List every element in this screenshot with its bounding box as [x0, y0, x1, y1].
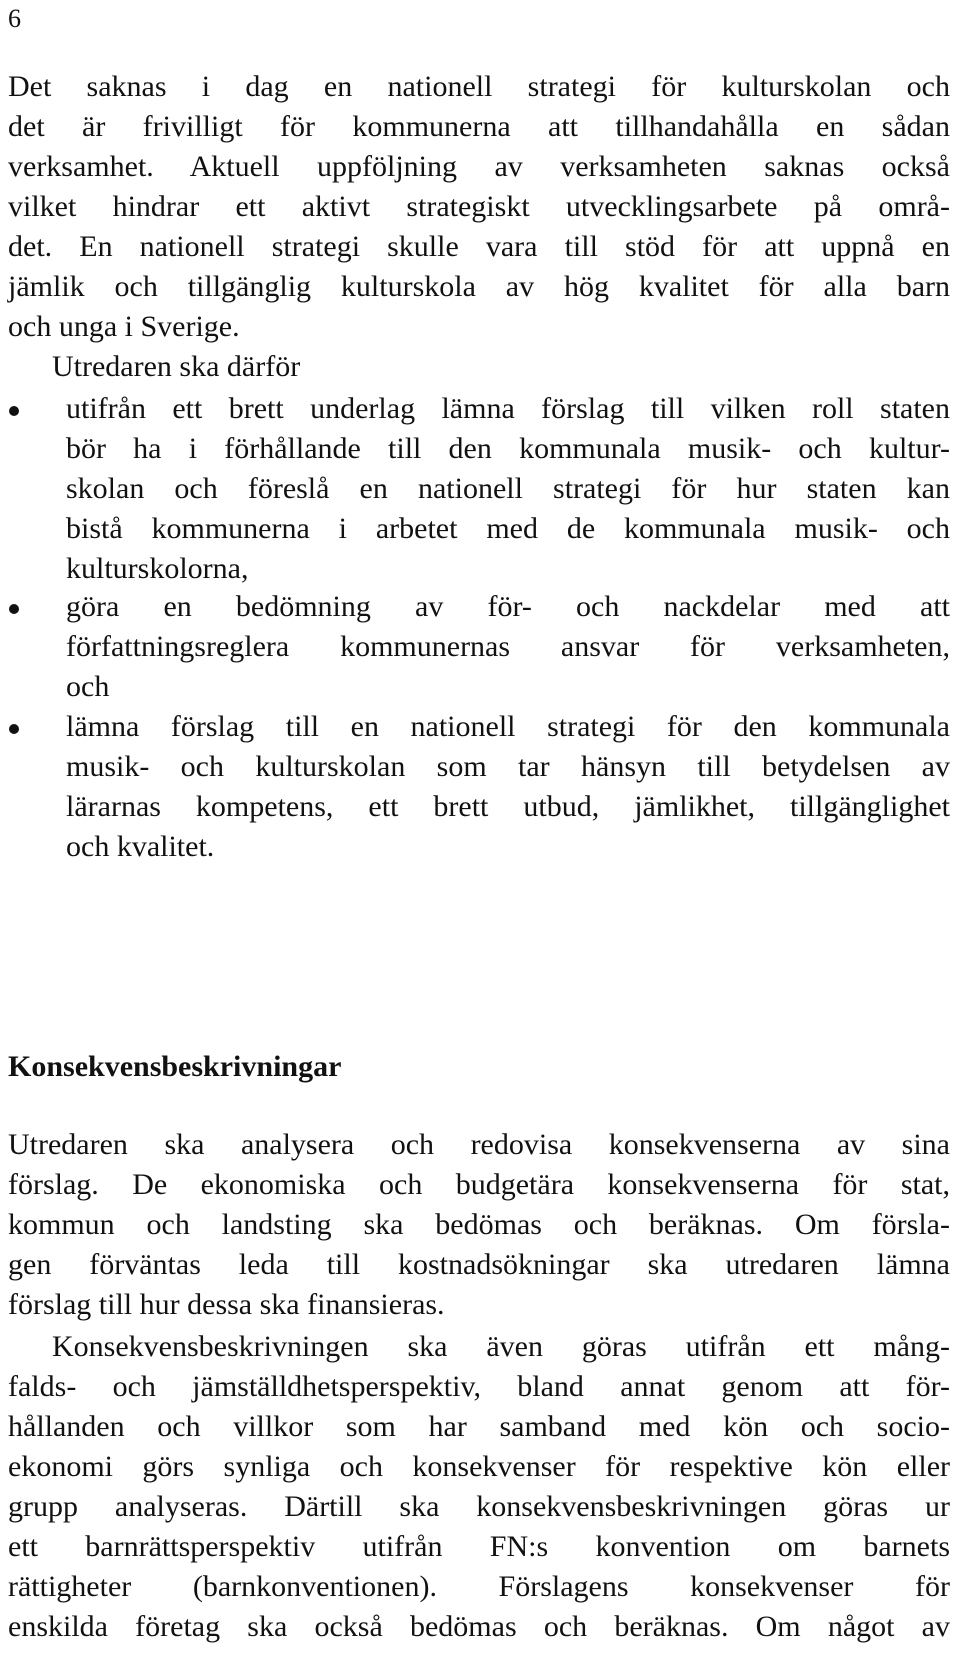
bullet-icon	[9, 604, 19, 614]
intro-line: det är frivilligt för kommunerna att tillhandahålla en sådan	[8, 110, 950, 143]
bullet-icon	[9, 406, 19, 416]
bullet-line: kulturskolorna,	[66, 552, 249, 585]
section-heading: Konsekvensbeskrivningar	[8, 1050, 342, 1083]
paragraph-line: förslag. De ekonomiska och budgetära konsekvenserna för stat,	[8, 1168, 950, 1201]
intro-line: och unga i Sverige.	[8, 310, 240, 343]
paragraph-line: hållanden och villkor som har samband med kön och socio-	[8, 1410, 950, 1443]
paragraph-line: grupp analyseras. Därtill ska konsekvensbeskrivningen göras ur	[8, 1490, 950, 1523]
bullet-line: musik- och kulturskolan som tar hänsyn till betydelsen av	[66, 750, 950, 783]
paragraph-line: ekonomi görs synliga och konsekvenser för respektive kön eller	[8, 1450, 950, 1483]
paragraph-line: Konsekvensbeskrivningen ska även göras utifrån ett mång-	[52, 1330, 950, 1363]
bullet-line: författningsreglera kommunernas ansvar för verksamheten,	[66, 630, 950, 663]
paragraph-line: förslag till hur dessa ska finansieras.	[8, 1288, 445, 1321]
lead-sentence: Utredaren ska därför	[52, 350, 301, 383]
paragraph-line: falds- och jämställdhetsperspektiv, bland annat genom att för-	[8, 1370, 950, 1403]
bullet-line: utifrån ett brett underlag lämna förslag till vilken roll staten	[66, 392, 950, 425]
bullet-line: lärarnas kompetens, ett brett utbud, jämlikhet, tillgänglighet	[66, 790, 950, 823]
paragraph-line: Utredaren ska analysera och redovisa konsekvenserna av sina	[8, 1128, 950, 1161]
intro-line: vilket hindrar ett aktivt strategiskt utvecklingsarbete på områ-	[8, 190, 950, 223]
bullet-line: och	[66, 670, 110, 703]
bullet-line: skolan och föreslå en nationell strategi för hur staten kan	[66, 472, 950, 505]
intro-line: Det saknas i dag en nationell strategi för kulturskolan och	[8, 70, 950, 103]
bullet-line: lämna förslag till en nationell strategi för den kommunala	[66, 710, 950, 743]
intro-line: jämlik och tillgänglig kulturskola av hög kvalitet för alla barn	[8, 270, 950, 303]
bullet-line: och kvalitet.	[66, 830, 215, 863]
page-number: 6	[8, 4, 21, 33]
paragraph-line: enskilda företag ska också bedömas och beräknas. Om något av	[8, 1610, 950, 1643]
paragraph-line: ett barnrättsperspektiv utifrån FN:s konvention om barnets	[8, 1530, 950, 1563]
bullet-line: göra en bedömning av för- och nackdelar med att	[66, 590, 950, 623]
intro-line: verksamhet. Aktuell uppföljning av verksamheten saknas också	[8, 150, 950, 183]
intro-line: det. En nationell strategi skulle vara till stöd för att uppnå en	[8, 230, 950, 263]
bullet-line: bör ha i förhållande till den kommunala musik- och kultur-	[66, 432, 950, 465]
bullet-icon	[9, 724, 19, 734]
paragraph-line: gen förväntas leda till kostnadsökningar ska utredaren lämna	[8, 1248, 950, 1281]
bullet-line: bistå kommunerna i arbetet med de kommunala musik- och	[66, 512, 950, 545]
paragraph-line: rättigheter (barnkonventionen). Förslagens konsekvenser för	[8, 1570, 950, 1603]
paragraph-line: kommun och landsting ska bedömas och beräknas. Om försla-	[8, 1208, 950, 1241]
